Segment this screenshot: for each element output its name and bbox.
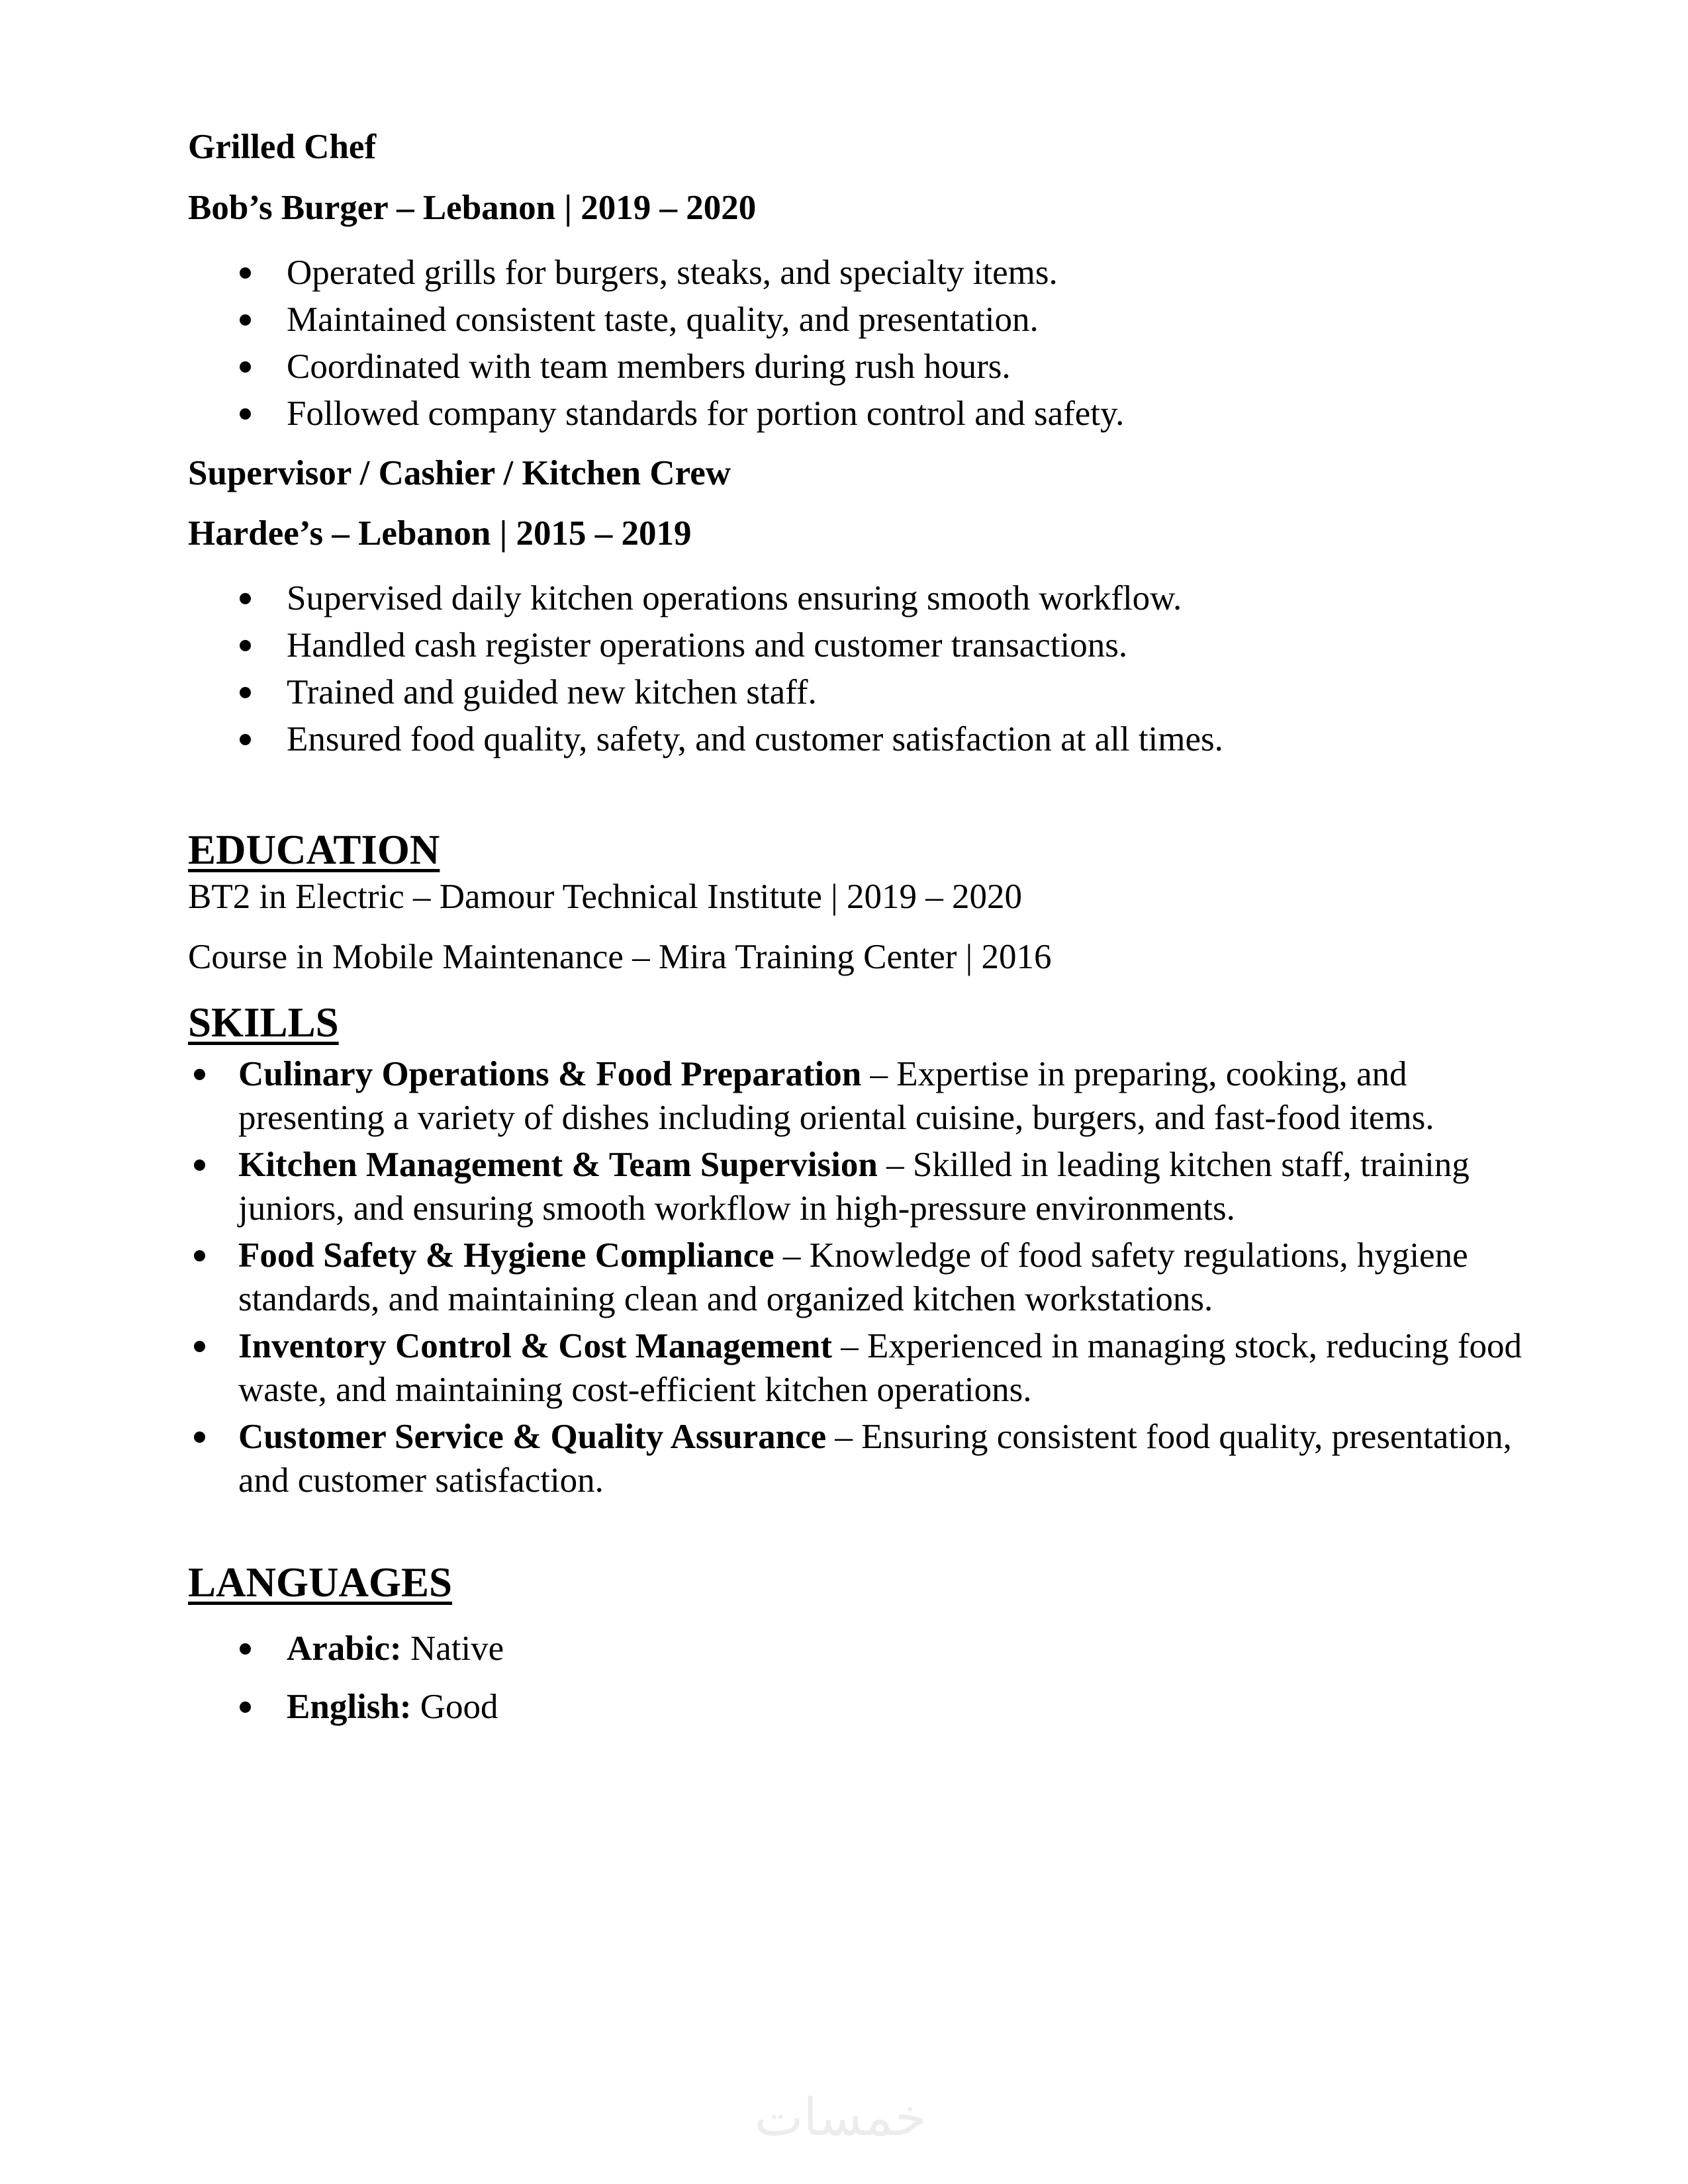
list-item: Coordinated with team members during rush hours. [188, 343, 1124, 390]
job-title: Grilled Chef [188, 128, 377, 166]
skills-heading: SKILLS [188, 999, 339, 1046]
skill-description: – Ensuring consistent food quality, presentation, and customer satisfaction. [238, 1418, 1512, 1500]
job-bullets [188, 250, 1124, 437]
skill-description: – Expertise in preparing, cooking, and presenting a variety of dishes including oriental cuisine, burgers, and fast-food items. [238, 1055, 1434, 1137]
watermark-logo: خمسات [754, 2088, 927, 2148]
list-item: Supervised daily kitchen operations ensuring smooth workflow. [188, 575, 1223, 622]
language-level: Native [401, 1629, 504, 1668]
skill-name: Kitchen Management & Team Supervision [238, 1146, 878, 1184]
education-item: Course in Mobile Maintenance – Mira Training Center | 2016 [188, 938, 1052, 976]
list-item: Handled cash register operations and customer transactions. [188, 622, 1223, 669]
list-item [188, 1234, 1536, 1321]
skill-description: – Knowledge of food safety regulations, hygiene standards, and maintaining clean and organized kitchen workstations. [238, 1236, 1468, 1318]
list-item [188, 1619, 504, 1678]
languages-list [188, 1619, 504, 1736]
list-item [188, 1324, 1536, 1412]
list-item [188, 1052, 1536, 1140]
job-org: Hardee’s – Lebanon | 2015 – 2019 [188, 514, 692, 553]
language-name: English: [287, 1688, 412, 1726]
list-item [188, 1143, 1536, 1230]
language-name: Arabic: [287, 1629, 402, 1668]
education-heading: EDUCATION [188, 827, 440, 873]
list-item: Maintained consistent taste, quality, and presentation. [188, 296, 1124, 343]
skill-description: – Experienced in managing stock, reducing food waste, and maintaining cost-efficient kitchen operations. [238, 1327, 1523, 1409]
education-item: BT2 in Electric – Damour Technical Institute | 2019 – 2020 [188, 878, 1022, 916]
skill-description: – Skilled in leading kitchen staff, training juniors, and ensuring smooth workflow in high-pressure environments. [238, 1146, 1470, 1228]
job-org: Bob’s Burger – Lebanon | 2019 – 2020 [188, 189, 757, 227]
language-level: Good [411, 1688, 498, 1726]
job-title: Supervisor / Cashier / Kitchen Crew [188, 454, 731, 492]
list-item [188, 1678, 504, 1736]
skill-name: Customer Service & Quality Assurance [238, 1418, 827, 1456]
list-item [188, 1415, 1536, 1502]
list-item: Operated grills for burgers, steaks, and specialty items. [188, 250, 1124, 296]
skill-name: Food Safety & Hygiene Compliance [238, 1236, 774, 1275]
list-item: Ensured food quality, safety, and customer satisfaction at all times. [188, 716, 1223, 763]
list-item: Followed company standards for portion control and safety. [188, 390, 1124, 437]
job-bullets [188, 575, 1223, 763]
skill-name: Inventory Control & Cost Management [238, 1327, 832, 1365]
skill-name: Culinary Operations & Food Preparation [238, 1055, 862, 1093]
languages-heading: LANGUAGES [188, 1559, 453, 1606]
list-item: Trained and guided new kitchen staff. [188, 669, 1223, 716]
skills-list [188, 1052, 1523, 1506]
